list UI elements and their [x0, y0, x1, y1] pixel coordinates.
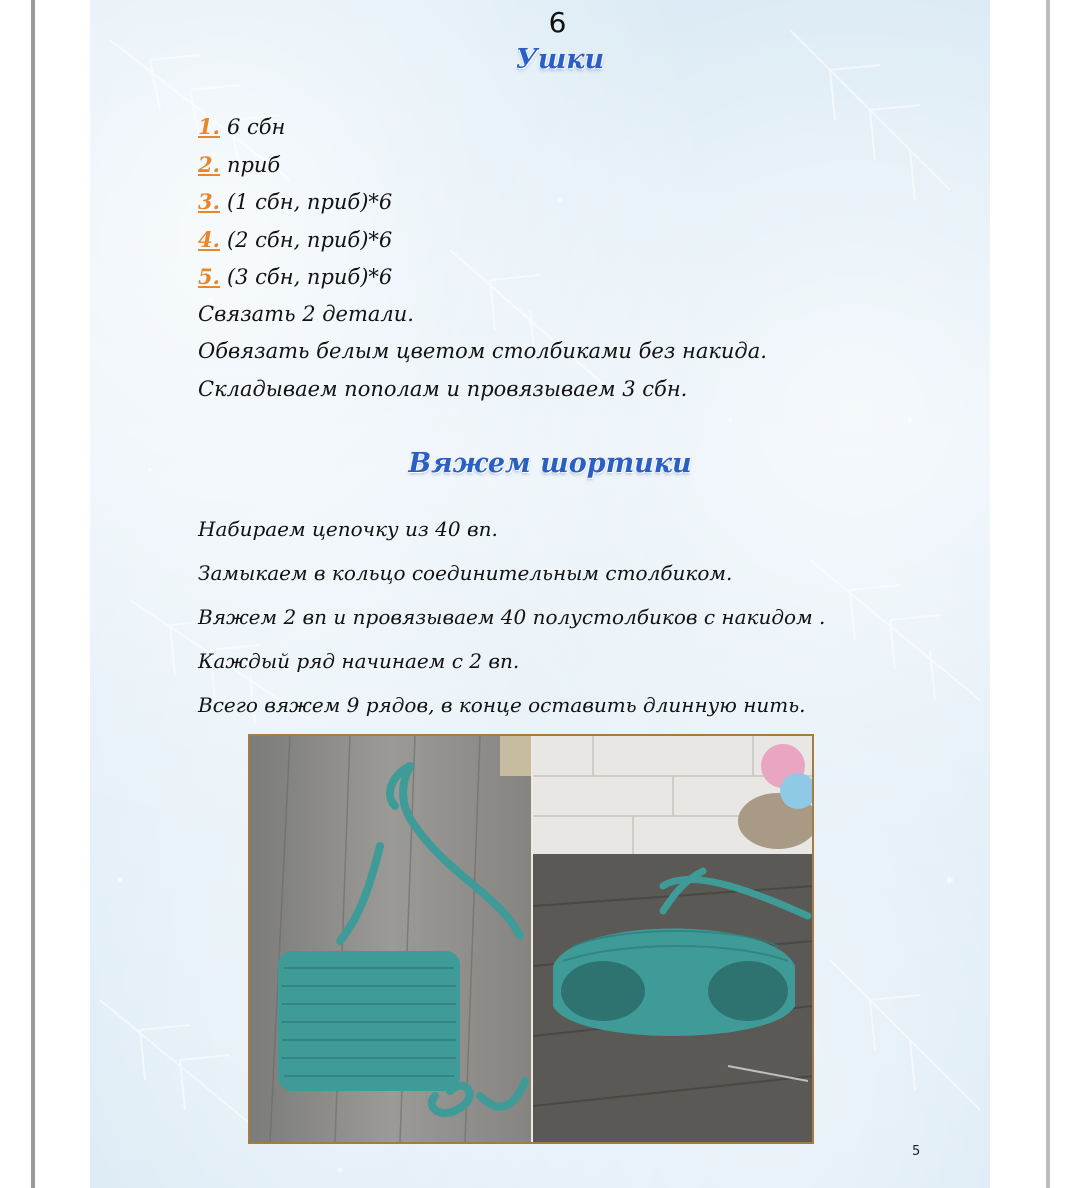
step-number: 4. — [198, 226, 220, 252]
scroll-edge-left — [31, 0, 35, 1188]
section-title-shorts: Вяжем шортики — [408, 448, 692, 479]
list-item — [198, 108, 767, 146]
shorts-instructions — [198, 507, 825, 727]
instruction-line: Вяжем 2 вп и провязываем 40 полустолбиков с накидом . — [198, 605, 826, 629]
step-number: 3. — [198, 189, 220, 214]
scroll-edge-right — [1046, 0, 1050, 1188]
step-number: 1. — [198, 114, 220, 139]
list-item — [198, 183, 767, 221]
note-line: Обвязать белым цветом столбиками без накида. — [198, 339, 767, 363]
ears-instructions — [198, 108, 767, 408]
instruction-line: Всего вяжем 9 рядов, в конце оставить длинную нить. — [198, 693, 806, 717]
step-text: (2 сбн, приб)*6 — [226, 227, 393, 252]
step-text: (3 сбн, приб)*6 — [226, 265, 393, 289]
step-text: приб — [226, 152, 281, 177]
step-number: 2. — [198, 151, 220, 177]
note-line: Складываем пополам и провязываем 3 сбн. — [198, 376, 688, 401]
list-item — [198, 258, 767, 296]
photo-shorts-ring — [533, 736, 812, 1142]
list-item — [198, 221, 767, 259]
instruction-line: Каждый ряд начинаем с 2 вп. — [198, 649, 520, 673]
page-number-label: 6 — [548, 6, 567, 39]
list-item — [198, 146, 767, 184]
photo-collage — [248, 734, 814, 1144]
document-page — [90, 0, 990, 1188]
note-line: Связать 2 детали. — [198, 301, 414, 326]
step-text: (1 сбн, приб)*6 — [226, 190, 393, 214]
instruction-line: Набираем цепочку из 40 вп. — [198, 517, 498, 541]
instruction-line: Замыкаем в кольцо соединительным столбиком. — [198, 561, 733, 585]
step-number: 5. — [198, 264, 220, 289]
step-text: 6 сбн — [226, 115, 286, 139]
footer-page-number: 5 — [912, 1144, 921, 1159]
section-title-ears: Ушки — [515, 44, 605, 75]
photo-flat-knitted-piece — [250, 736, 533, 1142]
